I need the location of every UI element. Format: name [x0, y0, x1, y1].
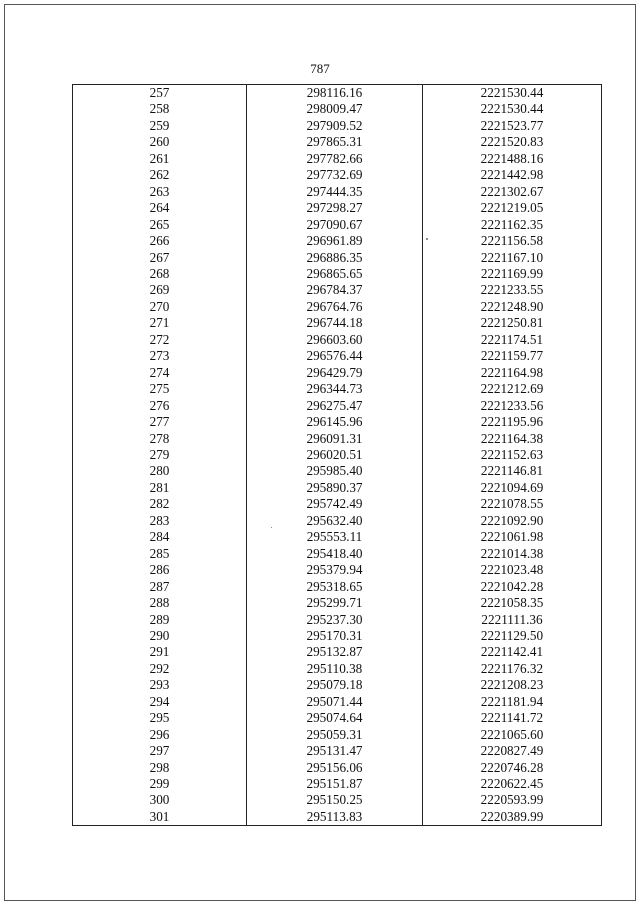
table-row [73, 480, 602, 496]
table-row [73, 644, 602, 660]
point-number-cell: 297 [73, 743, 247, 759]
y-coordinate-cell: 2221078.55 [423, 496, 602, 512]
point-number-cell: 299 [73, 776, 247, 792]
x-coordinate-cell: 295151.87 [247, 776, 423, 792]
table-row [73, 513, 602, 529]
table-row [73, 151, 602, 167]
y-coordinate-cell: 2221302.67 [423, 184, 602, 200]
y-coordinate-cell: 2221162.35 [423, 217, 602, 233]
y-coordinate-cell: 2221156.58 [423, 233, 602, 249]
point-number-cell: 274 [73, 365, 247, 381]
x-coordinate-cell: 296784.37 [247, 282, 423, 298]
x-coordinate-cell: 295318.65 [247, 579, 423, 595]
x-coordinate-cell: 297090.67 [247, 217, 423, 233]
y-coordinate-cell: 2221174.51 [423, 332, 602, 348]
x-coordinate-cell: 297909.52 [247, 118, 423, 134]
x-coordinate-cell: 295156.06 [247, 760, 423, 776]
table-row [73, 299, 602, 315]
table-row [73, 562, 602, 578]
y-coordinate-cell: 2221094.69 [423, 480, 602, 496]
point-number-cell: 278 [73, 431, 247, 447]
y-coordinate-cell: 2221530.44 [423, 101, 602, 117]
table-row [73, 677, 602, 693]
x-coordinate-cell: 295890.37 [247, 480, 423, 496]
table-row [73, 217, 602, 233]
point-number-cell: 260 [73, 134, 247, 150]
y-coordinate-cell: 2221169.99 [423, 266, 602, 282]
table-row [73, 332, 602, 348]
y-coordinate-cell: 2221141.72 [423, 710, 602, 726]
table-row [73, 414, 602, 430]
table-row [73, 85, 602, 102]
y-coordinate-cell: 2221195.96 [423, 414, 602, 430]
x-coordinate-cell: 298116.16 [247, 85, 423, 102]
x-coordinate-cell: 295132.87 [247, 644, 423, 660]
x-coordinate-cell: 296603.60 [247, 332, 423, 348]
point-number-cell: 283 [73, 513, 247, 529]
table-row [73, 710, 602, 726]
point-number-cell: 257 [73, 85, 247, 102]
y-coordinate-cell: 2221023.48 [423, 562, 602, 578]
x-coordinate-cell: 295170.31 [247, 628, 423, 644]
point-number-cell: 266 [73, 233, 247, 249]
point-number-cell: 294 [73, 694, 247, 710]
point-number-cell: 288 [73, 595, 247, 611]
point-number-cell: 263 [73, 184, 247, 200]
y-coordinate-cell: 2221219.05 [423, 200, 602, 216]
x-coordinate-cell: 296429.79 [247, 365, 423, 381]
table-row [73, 381, 602, 397]
point-number-cell: 258 [73, 101, 247, 117]
table-row [73, 348, 602, 364]
point-number-cell: 275 [73, 381, 247, 397]
x-coordinate-cell: 298009.47 [247, 101, 423, 117]
y-coordinate-cell: 2220593.99 [423, 792, 602, 808]
y-coordinate-cell: 2221167.10 [423, 250, 602, 266]
point-number-cell: 261 [73, 151, 247, 167]
y-coordinate-cell: 2221233.56 [423, 398, 602, 414]
table-row [73, 809, 602, 826]
point-number-cell: 281 [73, 480, 247, 496]
y-coordinate-cell: 2220622.45 [423, 776, 602, 792]
x-coordinate-cell: 295742.49 [247, 496, 423, 512]
x-coordinate-cell: 296886.35 [247, 250, 423, 266]
x-coordinate-cell: 296145.96 [247, 414, 423, 430]
y-coordinate-cell: 2221233.55 [423, 282, 602, 298]
table-row [73, 250, 602, 266]
y-coordinate-cell: 2221129.50 [423, 628, 602, 644]
x-coordinate-cell: 295553.11 [247, 529, 423, 545]
y-coordinate-cell: 2221523.77 [423, 118, 602, 134]
y-coordinate-cell: 2221250.81 [423, 315, 602, 331]
table-row [73, 118, 602, 134]
y-coordinate-cell: 2221092.90 [423, 513, 602, 529]
x-coordinate-cell: 296275.47 [247, 398, 423, 414]
x-coordinate-cell: 295299.71 [247, 595, 423, 611]
point-number-cell: 277 [73, 414, 247, 430]
point-number-cell: 289 [73, 612, 247, 628]
point-number-cell: 285 [73, 546, 247, 562]
x-coordinate-cell: 296865.65 [247, 266, 423, 282]
point-number-cell: 286 [73, 562, 247, 578]
y-coordinate-cell: 2221142.41 [423, 644, 602, 660]
point-number-cell: 293 [73, 677, 247, 693]
table-row [73, 365, 602, 381]
y-coordinate-cell: 2221530.44 [423, 85, 602, 102]
y-coordinate-cell: 2221248.90 [423, 299, 602, 315]
x-coordinate-cell: 295059.31 [247, 727, 423, 743]
table-row [73, 184, 602, 200]
x-coordinate-cell: 297732.69 [247, 167, 423, 183]
point-number-cell: 273 [73, 348, 247, 364]
y-coordinate-cell: 2221212.69 [423, 381, 602, 397]
table-row [73, 496, 602, 512]
point-number-cell: 300 [73, 792, 247, 808]
x-coordinate-cell: 295113.83 [247, 809, 423, 826]
point-number-cell: 269 [73, 282, 247, 298]
y-coordinate-cell: 2221065.60 [423, 727, 602, 743]
x-coordinate-cell: 297782.66 [247, 151, 423, 167]
table-row [73, 233, 602, 249]
x-coordinate-cell: 295632.40 [247, 513, 423, 529]
point-number-cell: 280 [73, 463, 247, 479]
scan-speck [426, 238, 428, 240]
table-row [73, 134, 602, 150]
point-number-cell: 301 [73, 809, 247, 826]
x-coordinate-cell: 295079.18 [247, 677, 423, 693]
y-coordinate-cell: 2220746.28 [423, 760, 602, 776]
y-coordinate-cell: 2221152.63 [423, 447, 602, 463]
table-row [73, 431, 602, 447]
x-coordinate-cell: 295985.40 [247, 463, 423, 479]
x-coordinate-cell: 296344.73 [247, 381, 423, 397]
point-number-cell: 292 [73, 661, 247, 677]
y-coordinate-cell: 2221058.35 [423, 595, 602, 611]
table-row [73, 282, 602, 298]
x-coordinate-cell: 297298.27 [247, 200, 423, 216]
page-number: 787 [310, 61, 330, 76]
scan-speck [271, 527, 272, 528]
point-number-cell: 270 [73, 299, 247, 315]
table-row [73, 776, 602, 792]
point-number-cell: 290 [73, 628, 247, 644]
table-row [73, 792, 602, 808]
table-row [73, 167, 602, 183]
table-row [73, 743, 602, 759]
y-coordinate-cell: 2221176.32 [423, 661, 602, 677]
y-coordinate-cell: 2221181.94 [423, 694, 602, 710]
table-row [73, 463, 602, 479]
x-coordinate-cell: 296020.51 [247, 447, 423, 463]
point-number-cell: 264 [73, 200, 247, 216]
y-coordinate-cell: 2221159.77 [423, 348, 602, 364]
point-number-cell: 259 [73, 118, 247, 134]
y-coordinate-cell: 2221146.81 [423, 463, 602, 479]
y-coordinate-cell: 2221014.38 [423, 546, 602, 562]
x-coordinate-cell: 295150.25 [247, 792, 423, 808]
coordinates-table [72, 84, 602, 826]
y-coordinate-cell: 2221042.28 [423, 579, 602, 595]
y-coordinate-cell: 2220827.49 [423, 743, 602, 759]
x-coordinate-cell: 297444.35 [247, 184, 423, 200]
table-row [73, 200, 602, 216]
table-row [73, 101, 602, 117]
y-coordinate-cell: 2221061.98 [423, 529, 602, 545]
point-number-cell: 284 [73, 529, 247, 545]
x-coordinate-cell: 295074.64 [247, 710, 423, 726]
page-bottom-rule [4, 900, 636, 901]
y-coordinate-cell: 2220389.99 [423, 809, 602, 826]
table-row [73, 398, 602, 414]
point-number-cell: 282 [73, 496, 247, 512]
table-row [73, 579, 602, 595]
point-number-cell: 265 [73, 217, 247, 233]
x-coordinate-cell: 296576.44 [247, 348, 423, 364]
table-row [73, 595, 602, 611]
coordinates-table-body [73, 85, 602, 826]
y-coordinate-cell: 2221520.83 [423, 134, 602, 150]
point-number-cell: 291 [73, 644, 247, 660]
x-coordinate-cell: 297865.31 [247, 134, 423, 150]
y-coordinate-cell: 2221164.98 [423, 365, 602, 381]
x-coordinate-cell: 295131.47 [247, 743, 423, 759]
point-number-cell: 267 [73, 250, 247, 266]
table-row [73, 546, 602, 562]
point-number-cell: 295 [73, 710, 247, 726]
x-coordinate-cell: 295379.94 [247, 562, 423, 578]
table-row [73, 529, 602, 545]
x-coordinate-cell: 296091.31 [247, 431, 423, 447]
x-coordinate-cell: 296961.89 [247, 233, 423, 249]
table-row [73, 727, 602, 743]
point-number-cell: 296 [73, 727, 247, 743]
y-coordinate-cell: 2221208.23 [423, 677, 602, 693]
x-coordinate-cell: 295237.30 [247, 612, 423, 628]
point-number-cell: 276 [73, 398, 247, 414]
point-number-cell: 272 [73, 332, 247, 348]
y-coordinate-cell: 2221488.16 [423, 151, 602, 167]
point-number-cell: 298 [73, 760, 247, 776]
x-coordinate-cell: 295418.40 [247, 546, 423, 562]
table-row [73, 315, 602, 331]
table-row [73, 447, 602, 463]
y-coordinate-cell: 2221442.98 [423, 167, 602, 183]
y-coordinate-cell: 2221111.36 [423, 612, 602, 628]
table-row [73, 612, 602, 628]
x-coordinate-cell: 296744.18 [247, 315, 423, 331]
table-row [73, 661, 602, 677]
point-number-cell: 287 [73, 579, 247, 595]
x-coordinate-cell: 295071.44 [247, 694, 423, 710]
point-number-cell: 262 [73, 167, 247, 183]
x-coordinate-cell: 295110.38 [247, 661, 423, 677]
point-number-cell: 268 [73, 266, 247, 282]
point-number-cell: 271 [73, 315, 247, 331]
y-coordinate-cell: 2221164.38 [423, 431, 602, 447]
table-row [73, 628, 602, 644]
table-row [73, 266, 602, 282]
point-number-cell: 279 [73, 447, 247, 463]
x-coordinate-cell: 296764.76 [247, 299, 423, 315]
table-row [73, 694, 602, 710]
table-row [73, 760, 602, 776]
